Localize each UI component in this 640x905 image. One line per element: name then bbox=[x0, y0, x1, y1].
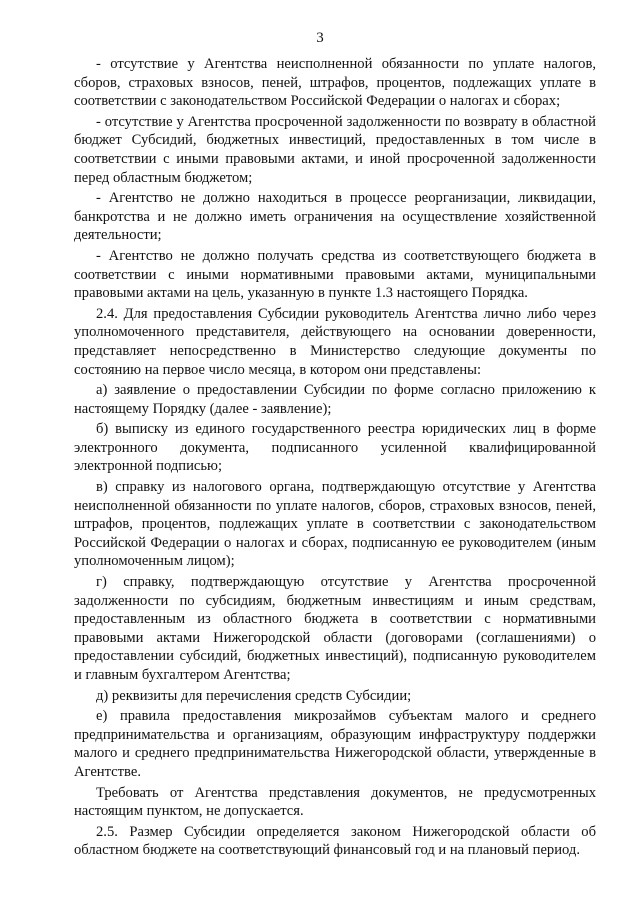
list-item-b: б) выписку из единого государственного реестра юридических лиц в форме электронного документа, подписанного усиленной квалифицированной электронной подписью; bbox=[74, 421, 596, 475]
list-item-d: д) реквизиты для перечисления средств Субсидии; bbox=[96, 687, 412, 704]
page-number: 3 bbox=[316, 30, 324, 46]
paragraph-tax-debt: - отсутствие у Агентства неисполненной обязанности по уплате налогов, сборов, страховых взносов, пеней, штрафов, процентов, подлежащих уплате в соответствии с законодательством Российской Федерации о налогах и сборах; bbox=[74, 56, 596, 110]
paragraph-other-funds: - Агентство не должно получать средства из соответствующего бюджета в соответствии с иными нормативными правовыми актами, муниципальными правовыми актами на цель, указанную в пункте 1.3 настоящего Порядка. bbox=[74, 247, 596, 302]
paragraph-2-4: 2.4. Для предоставления Субсидии руководитель Агентства лично либо через уполномоченного представителя, действующего на основании доверенности, представляет непосредственно в Министерство следующие документы по состоянию на первое число месяца, в котором они представлены: bbox=[74, 305, 596, 378]
list-item-g: г) справку, подтверждающую отсутствие у Агентства просроченной задолженности по субсидиям, бюджетным инвестициям и иным средствам, предоставленным из областного бюджета в соответствии с нормативными правовыми актами Нижегородской области (договорами (соглашениями) о предоставлении субсидий, бюджетных инвестиций), подписанную руководителем и главным бухгалтером Агентства; bbox=[74, 574, 596, 683]
paragraph-overdue-debt: - отсутствие у Агентства просроченной задолженности по возврату в областной бюджет Субсидий, бюджетных инвестиций, предоставленных в том числе в соответствии с иными правовыми актами, и иной просроченной задолженности перед областным бюджетом; bbox=[74, 113, 596, 186]
list-item-a: а) заявление о предоставлении Субсидии по форме согласно приложению к настоящему Порядку (далее - заявление); bbox=[74, 382, 596, 417]
paragraph-2-5: 2.5. Размер Субсидии определяется законом Нижегородской области об областном бюджете на соответствующий финансовый год и на плановый период. bbox=[74, 823, 596, 859]
document-body bbox=[74, 55, 596, 862]
paragraph-reorganization: - Агентство не должно находиться в процессе реорганизации, ликвидации, банкротства и не должно иметь ограничения на осуществление хозяйственной деятельности; bbox=[74, 190, 596, 244]
list-item-v: в) справку из налогового органа, подтверждающую отсутствие у Агентства неисполненной обязанности по уплате налогов, сборов, страховых взносов, пеней, штрафов, процентов, подлежащих уплате в соответствии с законодательством Российской Федерации о налогах и сборах, подписанную ее руководителем (иным уполномоченным лицом); bbox=[74, 479, 596, 570]
list-item-e: е) правила предоставления микрозаймов субъектам малого и среднего предпринимательства и организациям, образующим инфраструктуру поддержки малого и среднего предпринимательства Нижегородской области, утвержденные в Агентстве. bbox=[74, 708, 596, 780]
paragraph-no-extra-docs: Требовать от Агентства представления документов, не предусмотренных настоящим пунктом, не допускается. bbox=[74, 784, 596, 820]
